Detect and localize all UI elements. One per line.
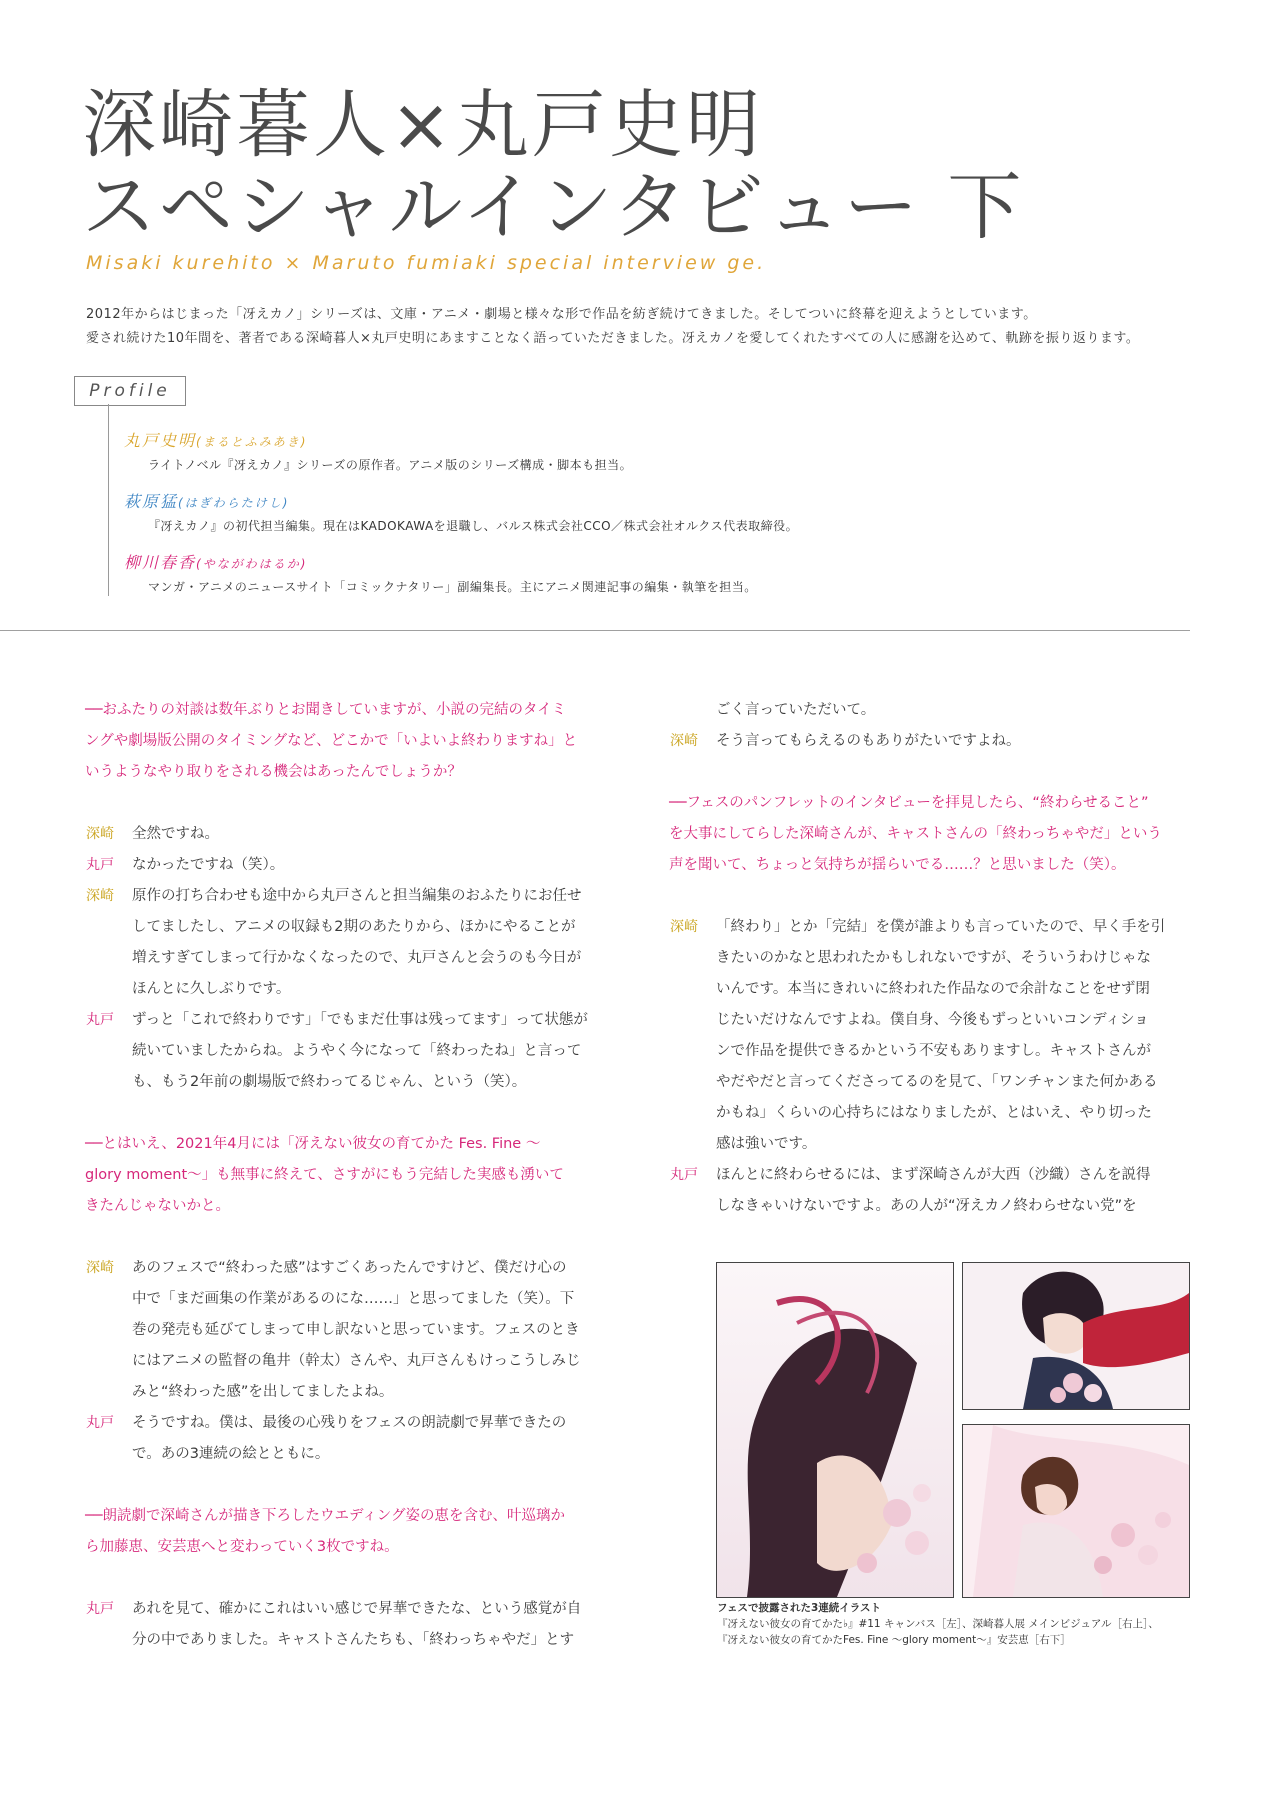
speaker-label: 深崎 bbox=[86, 1260, 114, 1276]
answer-line: ずっと「これで終わりです」「でもまだ仕事は残ってます」って状態が bbox=[132, 1012, 588, 1028]
profile-desc: マンガ・アニメのニュースサイト「コミックナタリー」副編集長。主にアニメ関連記事の編集・執筆を担当。 bbox=[148, 580, 757, 594]
speaker-label: 深崎 bbox=[86, 826, 114, 842]
speaker-label: 深崎 bbox=[86, 888, 114, 904]
answer-line: ほんとに終わらせるには、まず深崎さんが大西（沙織）さんを説得 bbox=[716, 1167, 1151, 1183]
answer-line: 増えすぎてしまって行かなくなったので、丸戸さんと会うのも今日が bbox=[132, 950, 582, 966]
question-line: ──フェスのパンフレットのインタビューを拝見したら、“終わらせること” bbox=[669, 795, 1149, 811]
speaker-label: 丸戸 bbox=[86, 857, 114, 873]
figure-caption-line: 『冴えない彼女の育てかたFes. Fine ～glory moment～』安芸恵［右下］ bbox=[717, 1634, 1071, 1646]
question-line: ングや劇場版公開のタイミングなど、どこかで「いよいよ終わりますね」と bbox=[85, 733, 578, 749]
answer-line: そう言ってもらえるのもありがたいですよね。 bbox=[716, 733, 1021, 749]
figure-caption-line: 『冴えない彼女の育てかた♭』#11 キャンバス［左］、深崎暮人展 メインビジュアル［右上］、 bbox=[717, 1618, 1159, 1630]
speaker-label: 深崎 bbox=[670, 919, 698, 935]
answer-line: ンで作品を提供できるかという不安もありますし。キャストさんが bbox=[716, 1043, 1151, 1059]
speaker-label: 丸戸 bbox=[86, 1012, 114, 1028]
lead-line-1: 2012年からはじまった「冴えカノ」シリーズは、文庫・アニメ・劇場と様々な形で作品を紡ぎ続けてきました。そしてついに終幕を迎えようとしています。 bbox=[86, 307, 1037, 322]
answer-line: 分の中でありました。キャストさんたちも、「終わっちゃやだ」とす bbox=[132, 1632, 575, 1648]
profile-name: 丸戸史明 bbox=[124, 431, 197, 450]
figure-caption-title: フェスで披露された3連続イラスト bbox=[717, 1602, 881, 1614]
title-line-2: スペシャルインタビュー 下 bbox=[82, 164, 1025, 250]
question-line: ──朗読劇で深崎さんが描き下ろしたウエディング姿の恵を含む、叶巡璃か bbox=[85, 1508, 566, 1524]
profile-divider bbox=[108, 404, 109, 596]
profile-name: 萩原猛 bbox=[124, 492, 179, 511]
answer-line: しなきゃいけないですよ。あの人が“冴えカノ終わらせない党”を bbox=[716, 1198, 1137, 1214]
profile-name-yanagawa bbox=[124, 550, 307, 573]
illustration-left bbox=[716, 1262, 954, 1598]
question-line: きたんじゃないかと。 bbox=[85, 1198, 230, 1214]
answer-line: そうですね。僕は、最後の心残りをフェスの朗読劇で昇華できたの bbox=[132, 1415, 567, 1431]
speaker-label: 丸戸 bbox=[86, 1415, 114, 1431]
illustration-bottom-right-art bbox=[963, 1425, 1189, 1597]
answer-line: 「終わり」とか「完結」を僕が誰よりも言っていたので、早く手を引 bbox=[716, 919, 1166, 935]
answer-line: にはアニメの監督の亀井（幹太）さんや、丸戸さんもけっこうしみじ bbox=[132, 1353, 581, 1369]
speaker-label: 丸戸 bbox=[670, 1167, 698, 1183]
profile-kana: (はぎわらたけし) bbox=[178, 496, 290, 510]
answer-line: あのフェスで“終わった感”はすごくあったんですけど、僕だけ心の bbox=[132, 1260, 567, 1276]
section-divider bbox=[0, 630, 1190, 631]
answer-line: きたいのかなと思われたかもしれないですが、そういうわけじゃな bbox=[716, 950, 1151, 966]
lead-line-2: 愛され続けた10年間を、著者である深崎暮人×丸戸史明にあますことなく語っていただきました。冴えカノを愛してくれたすべての人に感謝を込めて、軌跡を振り返ります。 bbox=[86, 331, 1140, 346]
question-line: 声を聞いて、ちょっと気持ちが揺らいでる……？と思いました（笑）。 bbox=[669, 857, 1126, 873]
question-line: ──おふたりの対談は数年ぶりとお聞きしていますが、小説の完結のタイミ bbox=[85, 702, 567, 718]
title-line-1: 深崎暮人×丸戸史明 bbox=[82, 82, 764, 168]
profile-tab: Profile bbox=[74, 376, 186, 406]
illustration-bottom-right bbox=[962, 1424, 1190, 1598]
answer-line: いんです。本当にきれいに終われた作品なので余計なことをせず閉 bbox=[716, 981, 1150, 997]
profile-desc: 『冴えカノ』の初代担当編集。現在はKADOKAWAを退職し、バルス株式会社CCO／株式会社オルクス代表取締役。 bbox=[148, 519, 799, 533]
profile-name-hagiwara bbox=[124, 489, 289, 512]
answer-line: 続いていましたからね。ようやく今になって「終わったね」と言って bbox=[132, 1043, 582, 1059]
illustration-top-right-art bbox=[963, 1263, 1189, 1409]
subtitle: Misaki kurehito × Maruto fumiaki special interview ge. bbox=[86, 252, 767, 274]
profile-kana: (まるとふみあき) bbox=[196, 435, 308, 449]
answer-line: 原作の打ち合わせも途中から丸戸さんと担当編集のおふたりにお任せ bbox=[132, 888, 582, 904]
profile-name: 柳川春香 bbox=[124, 553, 197, 572]
answer-line: あれを見て、確かにこれはいい感じで昇華できたな、という感覚が自 bbox=[132, 1601, 582, 1617]
answer-line: ほんとに久しぶりです。 bbox=[132, 981, 291, 997]
answer-line: 全然ですね。 bbox=[132, 826, 219, 842]
speaker-label: 丸戸 bbox=[86, 1601, 114, 1617]
answer-line: 中で「まだ画集の作業があるのにな……」と思ってました（笑）。下 bbox=[132, 1291, 575, 1307]
speaker-label: 深崎 bbox=[670, 733, 698, 749]
answer-line: 感は強いです。 bbox=[716, 1136, 817, 1152]
answer-line: してましたし、アニメの収録も2期のあたりから、ほかにやることが bbox=[132, 919, 576, 935]
illustration-top-right bbox=[962, 1262, 1190, 1410]
question-line: ら加藤恵、安芸恵へと変わっていく3枚ですね。 bbox=[85, 1539, 399, 1555]
answer-line: ごく言っていただいて。 bbox=[716, 702, 876, 718]
answer-line: みと“終わった感”を出してましたよね。 bbox=[132, 1384, 394, 1400]
illustration-left-art bbox=[717, 1263, 953, 1597]
profile-name-maruto bbox=[124, 428, 307, 451]
answer-line: じたいだけなんですよね。僕自身、今後もずっといいコンディショ bbox=[716, 1012, 1149, 1028]
question-line: ──とはいえ、2021年4月には「冴えない彼女の育てかた Fes. Fine ～ bbox=[85, 1136, 541, 1152]
answer-line: やだやだと言ってくださってるのを見て、「ワンチャンまた何かある bbox=[716, 1074, 1158, 1090]
question-line: いうようなやり取りをされる機会はあったんでしょうか？ bbox=[85, 764, 462, 780]
profile-desc: ライトノベル『冴えカノ』シリーズの原作者。アニメ版のシリーズ構成・脚本も担当。 bbox=[148, 458, 633, 472]
answer-line: で。あの3連続の絵とともに。 bbox=[132, 1446, 330, 1462]
profile-kana: (やながわはるか) bbox=[196, 557, 308, 571]
answer-line: 巻の発売も延びてしまって申し訳ないと思っています。フェスのとき bbox=[132, 1322, 580, 1338]
answer-line: かもね」くらいの心持ちにはなりましたが、とはいえ、やり切った bbox=[716, 1105, 1152, 1121]
question-line: glory moment～」も無事に終えて、さすがにもう完結した実感も湧いて bbox=[85, 1167, 564, 1183]
answer-line: なかったですね（笑）。 bbox=[132, 857, 285, 873]
answer-line: も、もう2年前の劇場版で終わってるじゃん、という（笑）。 bbox=[132, 1074, 527, 1090]
question-line: を大事にしてらした深崎さんが、キャストさんの「終わっちゃやだ」という bbox=[669, 826, 1162, 842]
